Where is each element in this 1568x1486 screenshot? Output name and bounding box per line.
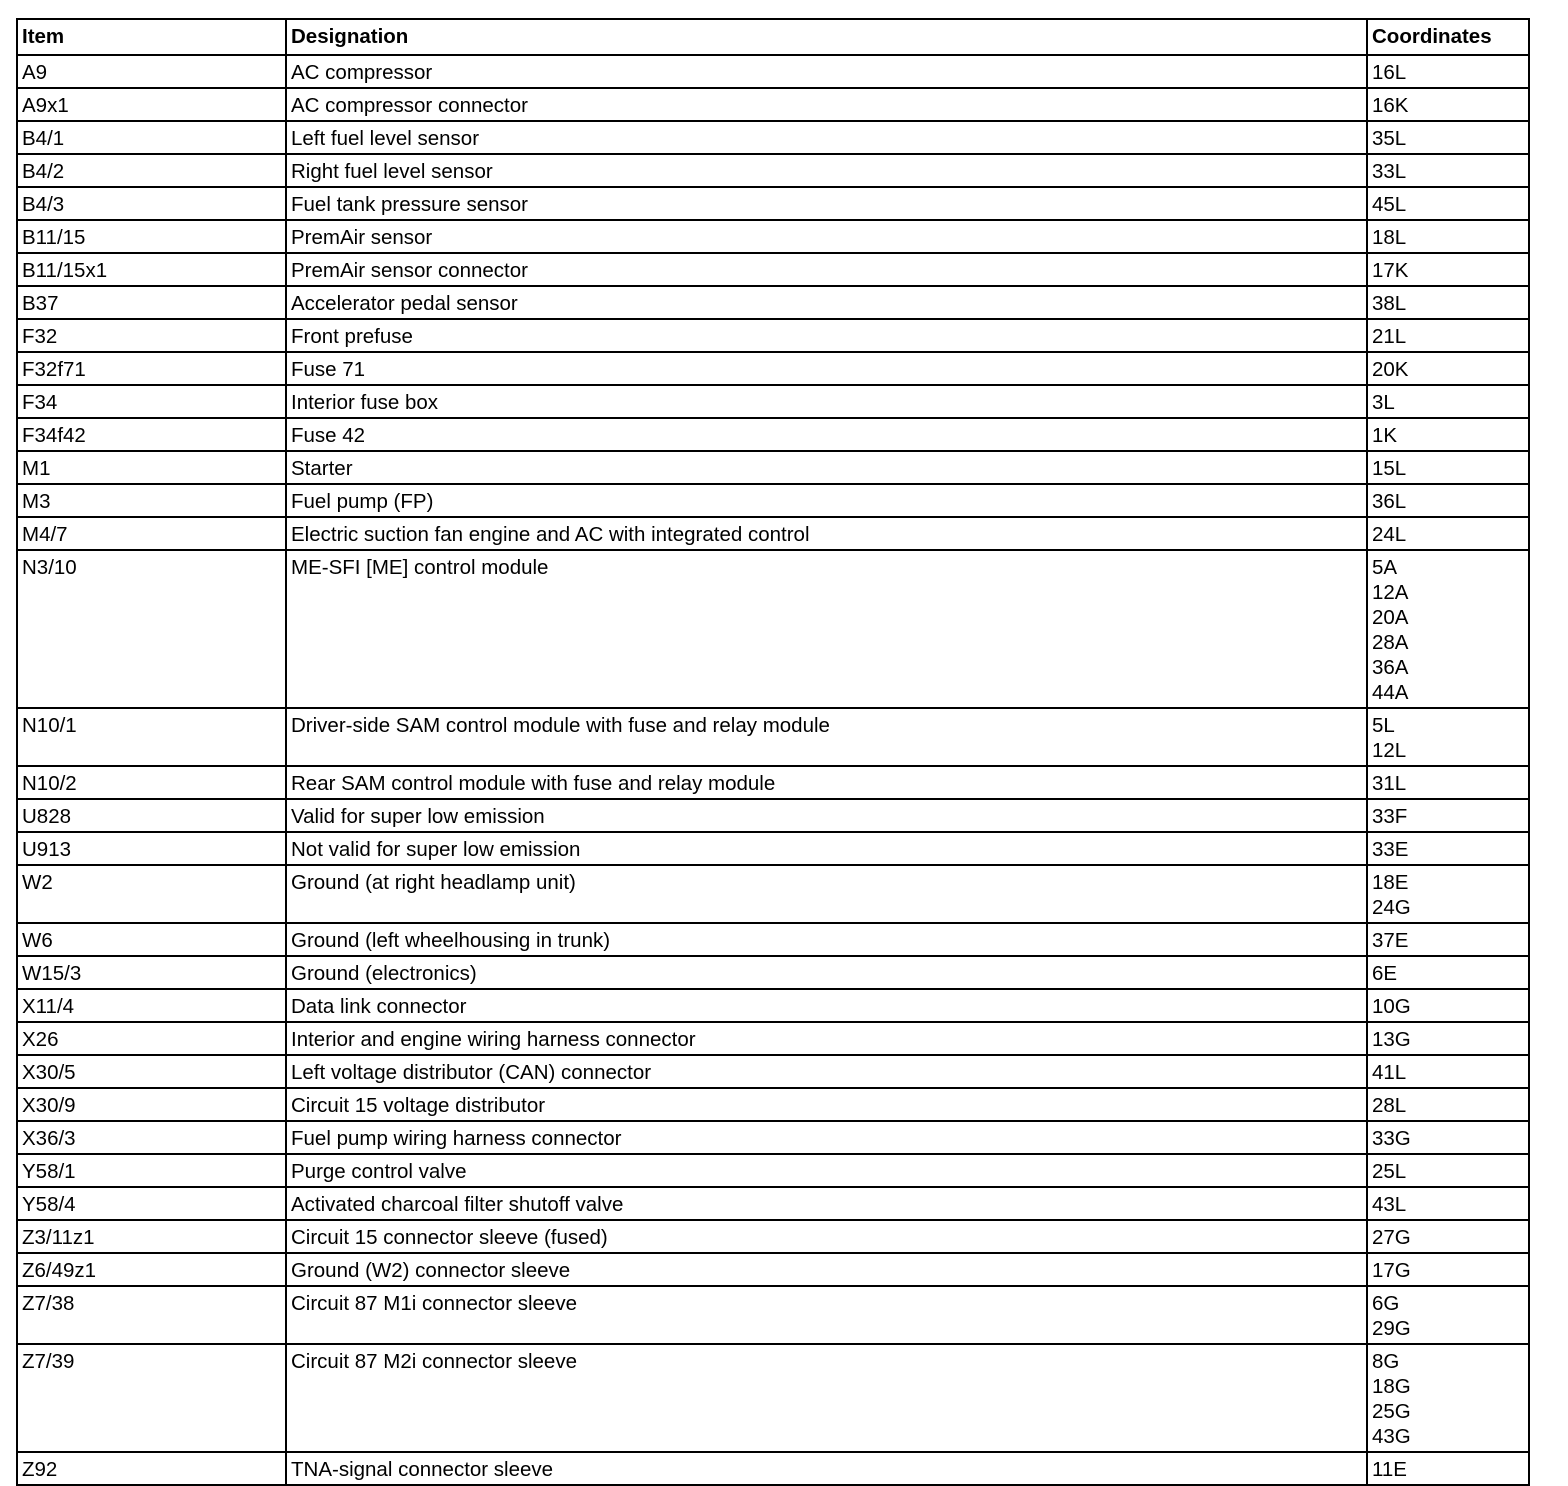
table-row — [17, 989, 1529, 1022]
coordinate-value: 18G — [1372, 1375, 1411, 1398]
coordinate-value: 12L — [1372, 739, 1407, 762]
table-row — [17, 1088, 1529, 1121]
cell-coordinates — [1367, 1154, 1529, 1187]
coordinate-value: 37E — [1372, 929, 1409, 952]
cell-designation: Interior fuse box — [286, 385, 1367, 418]
cell-item: W15/3 — [17, 956, 286, 989]
cell-coordinates — [1367, 708, 1529, 766]
cell-coordinates — [1367, 1187, 1529, 1220]
header-row — [17, 19, 1529, 55]
cell-item: A9 — [17, 55, 286, 88]
coordinate-value: 24L — [1372, 523, 1407, 546]
table-row — [17, 88, 1529, 121]
coordinate-value: 11E — [1372, 1458, 1407, 1481]
cell-item: Z7/38 — [17, 1286, 286, 1344]
cell-designation: Ground (left wheelhousing in trunk) — [286, 923, 1367, 956]
cell-item: Z7/39 — [17, 1344, 286, 1452]
cell-designation: TNA-signal connector sleeve — [286, 1452, 1367, 1485]
cell-item: A9x1 — [17, 88, 286, 121]
coordinate-value: 10G — [1372, 995, 1411, 1018]
coordinate-value: 33E — [1372, 838, 1409, 861]
table-row — [17, 708, 1529, 766]
cell-coordinates — [1367, 923, 1529, 956]
cell-designation: AC compressor — [286, 55, 1367, 88]
table-row — [17, 1154, 1529, 1187]
cell-item: N3/10 — [17, 550, 286, 708]
table-row — [17, 1187, 1529, 1220]
cell-item: F34 — [17, 385, 286, 418]
table-row — [17, 1055, 1529, 1088]
coordinate-value: 5A — [1372, 556, 1398, 579]
coordinate-value: 29G — [1372, 1317, 1411, 1340]
cell-designation: Starter — [286, 451, 1367, 484]
table-row — [17, 550, 1529, 708]
cell-coordinates — [1367, 832, 1529, 865]
header-item: Item — [17, 19, 286, 55]
cell-coordinates — [1367, 451, 1529, 484]
coordinate-value: 17K — [1372, 259, 1409, 282]
cell-coordinates — [1367, 286, 1529, 319]
cell-designation: ME-SFI [ME] control module — [286, 550, 1367, 708]
cell-designation: Front prefuse — [286, 319, 1367, 352]
cell-item: F34f42 — [17, 418, 286, 451]
table-row — [17, 220, 1529, 253]
cell-item: Y58/1 — [17, 1154, 286, 1187]
header-designation: Designation — [286, 19, 1367, 55]
coordinate-value: 5L — [1372, 714, 1395, 737]
table-row — [17, 451, 1529, 484]
coordinate-value: 43L — [1372, 1193, 1407, 1216]
coordinate-value: 6E — [1372, 962, 1398, 985]
coordinate-value: 35L — [1372, 127, 1407, 150]
coordinate-value: 18L — [1372, 226, 1407, 249]
cell-coordinates — [1367, 1088, 1529, 1121]
cell-item: Z92 — [17, 1452, 286, 1485]
cell-item: X26 — [17, 1022, 286, 1055]
cell-item: M4/7 — [17, 517, 286, 550]
cell-designation: Circuit 87 M1i connector sleeve — [286, 1286, 1367, 1344]
table-body — [17, 55, 1529, 1485]
cell-coordinates — [1367, 865, 1529, 923]
table-row — [17, 832, 1529, 865]
cell-item: B37 — [17, 286, 286, 319]
cell-coordinates — [1367, 385, 1529, 418]
cell-item: Z6/49z1 — [17, 1253, 286, 1286]
cell-coordinates — [1367, 220, 1529, 253]
cell-coordinates — [1367, 88, 1529, 121]
cell-item: U913 — [17, 832, 286, 865]
cell-designation: Fuse 42 — [286, 418, 1367, 451]
coordinate-value: 16L — [1372, 61, 1407, 84]
table-row — [17, 766, 1529, 799]
cell-item: N10/2 — [17, 766, 286, 799]
cell-designation: Rear SAM control module with fuse and relay module — [286, 766, 1367, 799]
cell-item: Z3/11z1 — [17, 1220, 286, 1253]
table-row — [17, 385, 1529, 418]
cell-item: B4/1 — [17, 121, 286, 154]
cell-item: X30/5 — [17, 1055, 286, 1088]
cell-designation: Left voltage distributor (CAN) connector — [286, 1055, 1367, 1088]
coordinate-value: 1K — [1372, 424, 1398, 447]
coordinate-value: 44A — [1372, 681, 1409, 704]
cell-item: B4/2 — [17, 154, 286, 187]
cell-coordinates — [1367, 253, 1529, 286]
cell-item: W6 — [17, 923, 286, 956]
coordinate-value: 20K — [1372, 358, 1409, 381]
coordinate-value: 27G — [1372, 1226, 1411, 1249]
coordinate-value: 25L — [1372, 1160, 1407, 1183]
cell-item: U828 — [17, 799, 286, 832]
cell-coordinates — [1367, 550, 1529, 708]
coordinate-value: 36A — [1372, 656, 1409, 679]
cell-coordinates — [1367, 1022, 1529, 1055]
cell-designation: Ground (at right headlamp unit) — [286, 865, 1367, 923]
table-row — [17, 55, 1529, 88]
cell-coordinates — [1367, 517, 1529, 550]
cell-item: M3 — [17, 484, 286, 517]
coordinate-value: 13G — [1372, 1028, 1411, 1051]
coordinate-value: 24G — [1372, 896, 1411, 919]
table-row — [17, 319, 1529, 352]
cell-coordinates — [1367, 1220, 1529, 1253]
cell-designation: Accelerator pedal sensor — [286, 286, 1367, 319]
cell-item: X30/9 — [17, 1088, 286, 1121]
cell-coordinates — [1367, 766, 1529, 799]
cell-coordinates — [1367, 1121, 1529, 1154]
cell-designation: Circuit 15 connector sleeve (fused) — [286, 1220, 1367, 1253]
cell-designation: Purge control valve — [286, 1154, 1367, 1187]
table-row — [17, 1452, 1529, 1485]
table-row — [17, 418, 1529, 451]
cell-coordinates — [1367, 55, 1529, 88]
coordinate-value: 8G — [1372, 1350, 1400, 1373]
cell-coordinates — [1367, 799, 1529, 832]
table-row — [17, 1220, 1529, 1253]
coordinate-value: 41L — [1372, 1061, 1407, 1084]
cell-designation: Left fuel level sensor — [286, 121, 1367, 154]
cell-designation: Right fuel level sensor — [286, 154, 1367, 187]
table-row — [17, 1121, 1529, 1154]
table-row — [17, 799, 1529, 832]
coordinate-value: 12A — [1372, 581, 1409, 604]
cell-item: X11/4 — [17, 989, 286, 1022]
cell-item: B11/15x1 — [17, 253, 286, 286]
cell-designation: Interior and engine wiring harness connector — [286, 1022, 1367, 1055]
cell-designation: Fuel pump (FP) — [286, 484, 1367, 517]
cell-designation: Activated charcoal filter shutoff valve — [286, 1187, 1367, 1220]
cell-designation: Circuit 87 M2i connector sleeve — [286, 1344, 1367, 1452]
cell-designation: Not valid for super low emission — [286, 832, 1367, 865]
table-row — [17, 121, 1529, 154]
coordinate-value: 45L — [1372, 193, 1407, 216]
table-row — [17, 154, 1529, 187]
cell-designation: PremAir sensor — [286, 220, 1367, 253]
table-row — [17, 865, 1529, 923]
cell-coordinates — [1367, 319, 1529, 352]
coordinate-value: 6G — [1372, 1292, 1400, 1315]
cell-coordinates — [1367, 1253, 1529, 1286]
header-coordinates: Coordinates — [1367, 19, 1529, 55]
cell-designation: Electric suction fan engine and AC with integrated control — [286, 517, 1367, 550]
table-row — [17, 1344, 1529, 1452]
coordinate-value: 17G — [1372, 1259, 1411, 1282]
coordinate-value: 33F — [1372, 805, 1408, 828]
coordinate-value: 25G — [1372, 1400, 1411, 1423]
table-row — [17, 956, 1529, 989]
cell-item: F32 — [17, 319, 286, 352]
coordinate-value: 38L — [1372, 292, 1407, 315]
coordinate-value: 15L — [1372, 457, 1407, 480]
cell-designation: Driver-side SAM control module with fuse and relay module — [286, 708, 1367, 766]
cell-designation: Circuit 15 voltage distributor — [286, 1088, 1367, 1121]
table-row — [17, 517, 1529, 550]
cell-item: B11/15 — [17, 220, 286, 253]
table-row — [17, 1253, 1529, 1286]
coordinate-value: 43G — [1372, 1425, 1411, 1448]
table-row — [17, 923, 1529, 956]
cell-designation: PremAir sensor connector — [286, 253, 1367, 286]
table-row — [17, 484, 1529, 517]
cell-coordinates — [1367, 418, 1529, 451]
coordinate-value: 18E — [1372, 871, 1409, 894]
table-row — [17, 352, 1529, 385]
cell-coordinates — [1367, 484, 1529, 517]
coordinate-value: 33L — [1372, 160, 1407, 183]
coordinate-value: 31L — [1372, 772, 1407, 795]
table-row — [17, 1022, 1529, 1055]
cell-item: N10/1 — [17, 708, 286, 766]
cell-coordinates — [1367, 1344, 1529, 1452]
cell-item: X36/3 — [17, 1121, 286, 1154]
table-row — [17, 1286, 1529, 1344]
cell-designation: Ground (electronics) — [286, 956, 1367, 989]
cell-designation: Fuse 71 — [286, 352, 1367, 385]
cell-designation: Valid for super low emission — [286, 799, 1367, 832]
cell-coordinates — [1367, 187, 1529, 220]
cell-coordinates — [1367, 1286, 1529, 1344]
cell-designation: AC compressor connector — [286, 88, 1367, 121]
coordinate-value: 21L — [1372, 325, 1407, 348]
cell-coordinates — [1367, 154, 1529, 187]
table-row — [17, 253, 1529, 286]
coordinate-value: 16K — [1372, 94, 1409, 117]
cell-coordinates — [1367, 352, 1529, 385]
component-legend-table — [16, 18, 1530, 1486]
coordinate-value: 20A — [1372, 606, 1409, 629]
cell-item: F32f71 — [17, 352, 286, 385]
cell-item: Y58/4 — [17, 1187, 286, 1220]
table-row — [17, 187, 1529, 220]
coordinate-value: 36L — [1372, 490, 1407, 513]
coordinate-value: 3L — [1372, 391, 1395, 414]
cell-item: W2 — [17, 865, 286, 923]
cell-item: B4/3 — [17, 187, 286, 220]
table-row — [17, 286, 1529, 319]
cell-designation: Ground (W2) connector sleeve — [286, 1253, 1367, 1286]
cell-coordinates — [1367, 121, 1529, 154]
cell-coordinates — [1367, 1055, 1529, 1088]
cell-coordinates — [1367, 989, 1529, 1022]
cell-designation: Fuel pump wiring harness connector — [286, 1121, 1367, 1154]
cell-coordinates — [1367, 956, 1529, 989]
cell-designation: Fuel tank pressure sensor — [286, 187, 1367, 220]
cell-coordinates — [1367, 1452, 1529, 1485]
coordinate-value: 28A — [1372, 631, 1409, 654]
cell-item: M1 — [17, 451, 286, 484]
coordinate-value: 28L — [1372, 1094, 1407, 1117]
coordinate-value: 33G — [1372, 1127, 1411, 1150]
cell-designation: Data link connector — [286, 989, 1367, 1022]
